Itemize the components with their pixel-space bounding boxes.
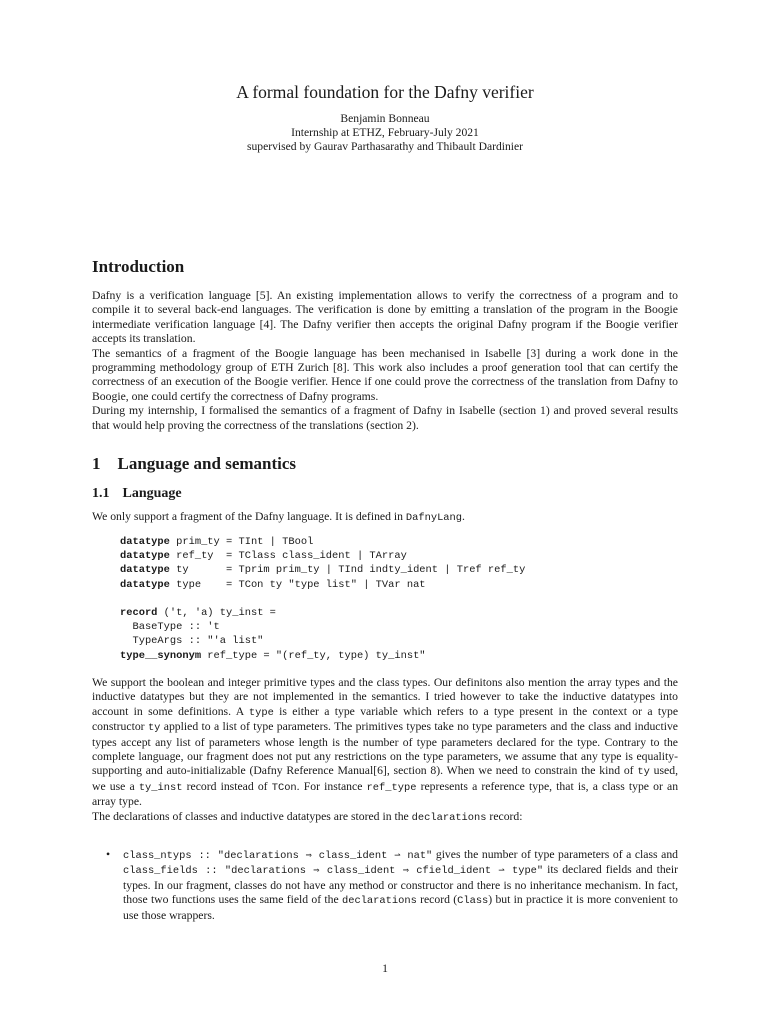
section-1-heading [92, 454, 296, 474]
affiliation: Internship at ETHZ, February-July 2021 [291, 126, 479, 139]
supervisors: supervised by Gaurav Parthasarathy and Thibault Dardinier [246, 140, 524, 153]
paper-title: A formal foundation for the Dafny verifier [236, 82, 534, 102]
intro-body [92, 289, 678, 433]
language-lead: We only support a fragment of the Dafny language. It is defined in DafnyLang. [92, 510, 465, 524]
code-line-6: BaseType :: 't [120, 621, 220, 634]
code-line-7: TypeArgs :: "'a list" [120, 635, 264, 648]
section-1-number: 1 [92, 454, 101, 473]
section-1-title: Language and semantics [117, 454, 297, 473]
code-line-2: datatype ref_ty = TClass class_ident | TArray [120, 550, 407, 563]
code-line-3: datatype ty = Tprim prim_ty | TInd indty_ident | Tref ref_ty [120, 564, 526, 577]
code-listing [120, 535, 525, 663]
code-line-4: datatype type = TCon ty "type list" | TVar nat [120, 578, 426, 591]
subsection-1-1-title: Language [122, 486, 182, 501]
code-line-8: type__synonym ref_type = "(ref_ty, type) ty_inst" [120, 649, 426, 662]
intro-paragraph-2: The semantics of a fragment of the Boogie language has been mechanised in Isabelle [3] during a work done in the programming methodology group of ETH Zurich [8]. This work also includes a proof generation tool that can certify the correctness of an execution of the Boogie verifier. Hence if one could prove the correctness of the translation from Dafny to Boogie, one could certify the correctness of Dafny programs. [92, 346, 678, 403]
author-name: Benjamin Bonneau [340, 112, 430, 125]
types-paragraph: We support the boolean and integer primitive types and the class types. Our definitons also mention the array types and the inductive datatypes but they are not implemented in the semantics. I tried however to take the inductive datatypes into account in some definitions. A type is either a type variable which refers to a type present in the context or a type constructor ty applied to a list of type parameters. The primitives types take no type parameters and the class and inductive types accept any list of parameters whose length is the number of type parameters declared for the type. Contrary to the complete language, our fragment does not put any restrictions on the type parameters, we assume that any type is equality-supporting and auto-initializable (Dafny Reference Manual[6], section 8). When we need to constrain the kind of ty used, we use a ty_inst record instead of TCon. For instance ref_type represents a reference type, that is, a class type or an array type. The declarations of classes and inductive datatypes are stored in the declarations record: [92, 676, 679, 824]
page-number: 1 [382, 962, 388, 975]
bullet-dot: • [106, 848, 111, 861]
subsection-1-1-number: 1.1 [92, 486, 110, 501]
code-line-1: datatype prim_ty = TInt | TBool [120, 536, 314, 548]
list-item: • class_ntyps :: "declarations ⇒ class_ident ⇀ nat" gives the number of type parameters of a class and class_fields :: "declarations ⇒ class_ident ⇒ cfield_ident ⇀ type" its declared fields and their types. In our fragment, classes do not have any method or constructor and there is no inheritance mechanism. In fact, those two functions uses the same field of the declarations record (Class) but in practice it is more convenient to use those wrappers. [106, 848, 679, 922]
intro-paragraph-1: Dafny is a verification language [5]. An existing implementation allows to verify the correctness of a program and to compile it to several back-end languages. The verification is done by emitting a translation of the program in the Boogie intermediate verification language [4]. The Dafny verifier then accepts the original Dafny program if the Boogie verifier accepts its translation. [92, 289, 678, 346]
intro-heading: Introduction [92, 257, 185, 276]
code-line-5: record ('t, 'a) ty_inst = [120, 607, 276, 620]
code-dafnylang: DafnyLang [405, 512, 463, 524]
intro-paragraph-3: During my internship, I formalised the semantics of a fragment of Dafny in Isabelle (section 1) and proved several results that would help proving the correctness of the translations (section 2). [92, 404, 678, 432]
subsection-1-1-heading [92, 486, 182, 502]
author-block [92, 112, 678, 154]
